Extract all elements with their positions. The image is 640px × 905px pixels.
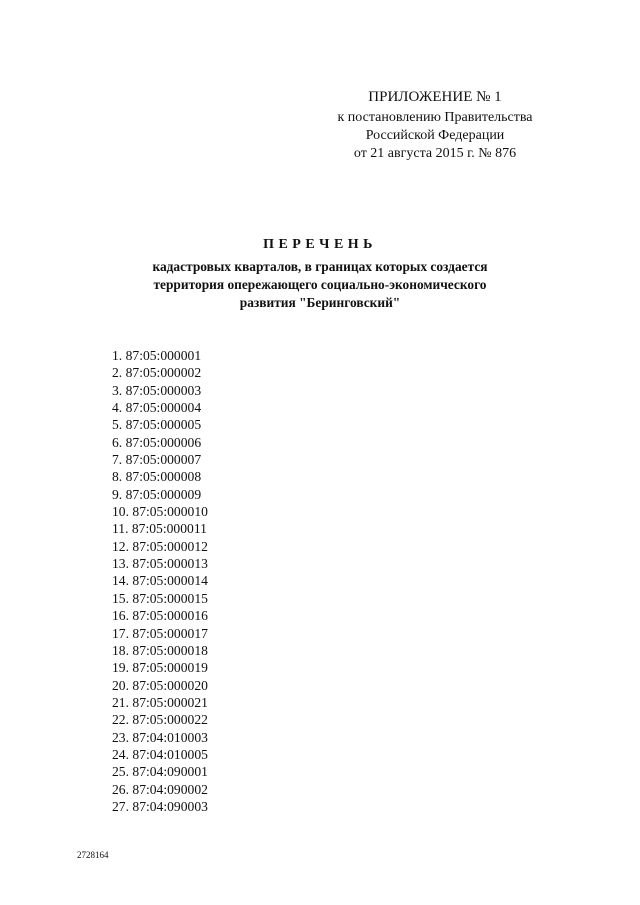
list-item: 23. 87:04:010003: [112, 729, 208, 745]
document-subtitle-line-1: кадастровых кварталов, в границах которых создается: [152, 259, 488, 274]
list-item: 7. 87:05:000007: [112, 452, 202, 468]
document-title: ПЕРЕЧЕНЬ: [263, 237, 377, 252]
list-item: 4. 87:05:000004: [112, 400, 202, 416]
list-item: 10. 87:05:000010: [112, 504, 208, 520]
appendix-header: [300, 87, 570, 163]
list-item: 24. 87:04:010005: [112, 746, 208, 762]
list-item: 6. 87:05:000006: [112, 434, 202, 450]
list-item: 18. 87:05:000018: [112, 642, 208, 658]
cadastral-quarters-list: [112, 347, 208, 815]
list-item: 1. 87:05:000001: [112, 348, 202, 363]
list-item: 22. 87:05:000022: [112, 712, 208, 728]
list-item: 12. 87:05:000012: [112, 538, 208, 554]
list-item: 19. 87:05:000019: [112, 660, 208, 676]
list-item: 11. 87:05:000011: [112, 521, 207, 537]
list-item: 21. 87:05:000021: [112, 694, 208, 710]
document-code: 2728164: [77, 850, 109, 860]
list-item: 8. 87:05:000008: [112, 469, 202, 485]
document-subtitle-line-2: территория опережающего социально-экономического: [153, 277, 487, 292]
list-item: 27. 87:04:090003: [112, 798, 208, 814]
appendix-line-government: Российской Федерации: [365, 128, 505, 143]
list-item: 14. 87:05:000014: [112, 573, 208, 589]
list-item: 13. 87:05:000013: [112, 556, 208, 572]
list-item: 3. 87:05:000003: [112, 382, 202, 398]
document-subtitle-line-3: развития "Беринговский": [239, 295, 401, 310]
list-item: 25. 87:04:090001: [112, 764, 208, 780]
appendix-line-resolution: к постановлению Правительства: [337, 110, 533, 125]
list-item: 9. 87:05:000009: [112, 486, 202, 502]
document-heading: [100, 236, 540, 312]
list-item: 5. 87:05:000005: [112, 417, 202, 433]
appendix-line-date: от 21 августа 2015 г. № 876: [353, 146, 517, 161]
list-item: 15. 87:05:000015: [112, 590, 208, 606]
list-item: 16. 87:05:000016: [112, 608, 208, 624]
list-item: 20. 87:05:000020: [112, 677, 208, 693]
list-item: 2. 87:05:000002: [112, 365, 202, 381]
list-item: 17. 87:05:000017: [112, 625, 208, 641]
appendix-title: ПРИЛОЖЕНИЕ № 1: [368, 89, 502, 105]
list-item: 26. 87:04:090002: [112, 781, 208, 797]
